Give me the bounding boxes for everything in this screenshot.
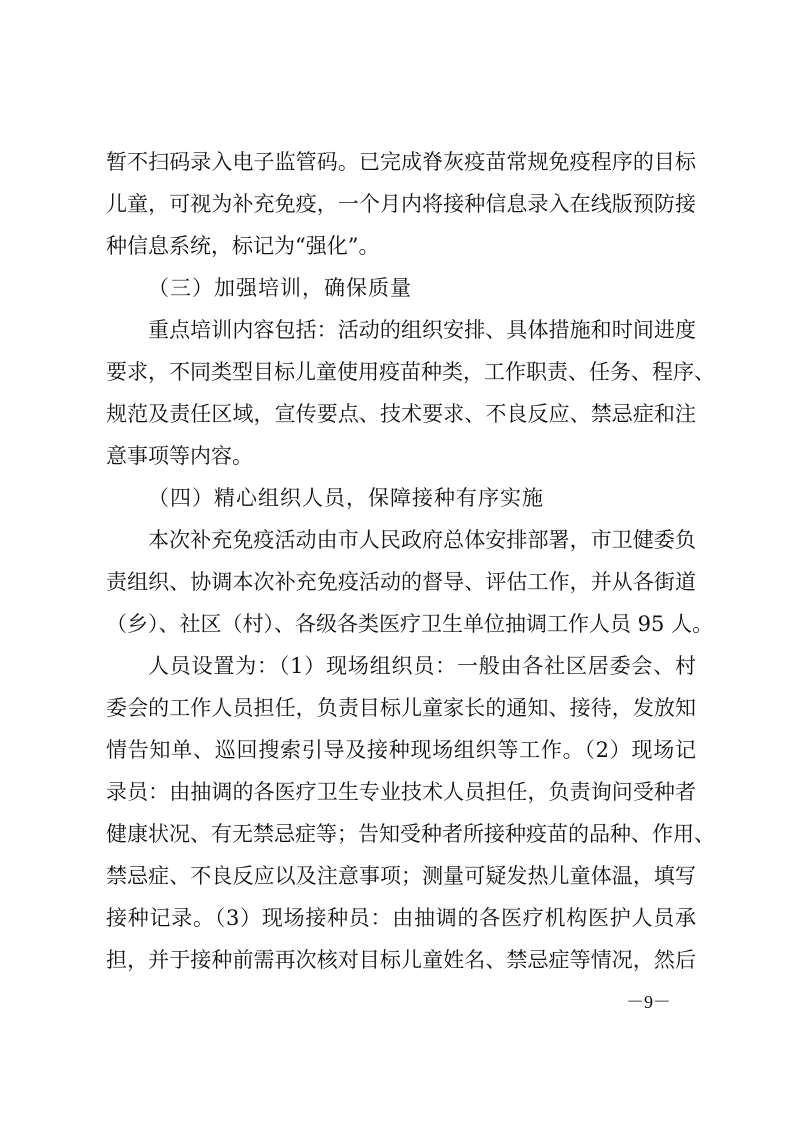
page-number: －9－ [626, 992, 671, 1012]
body-text-line: 接种记录。（3）现场接种员：由抽调的各医疗机构医护人员承 [106, 906, 696, 930]
section-heading: （四）精心组织人员，保障接种有序实施 [148, 486, 544, 510]
body-text-line: 禁忌症、不良反应以及注意事项；测量可疑发热儿童体温，填写 [106, 864, 696, 888]
body-text-line: 要求，不同类型目标儿童使用疫苗种类，工作职责、任务、程序、 [106, 360, 715, 384]
body-text-line: （乡）、社区（村）、各级各类医疗卫生单位抽调工作人员 95 人。 [106, 612, 714, 636]
body-text-line: 委会的工作人员担任，负责目标儿童家长的通知、接待，发放知 [106, 696, 696, 720]
section-heading: （三）加强培训，确保质量 [148, 276, 412, 300]
body-text-line: 儿童，可视为补充免疫，一个月内将接种信息录入在线版预防接 [106, 192, 696, 216]
body-text-line: 重点培训内容包括：活动的组织安排、具体措施和时间进度 [148, 318, 696, 342]
body-text-line: 人员设置为：（1）现场组织员：一般由各社区居委会、村 [148, 654, 696, 678]
body-text-line: 情告知单、巡回搜索引导及接种现场组织等工作。（2）现场记 [106, 738, 696, 762]
body-text-line: 录员：由抽调的各医疗卫生专业技术人员担任，负责询问受种者 [106, 780, 696, 804]
body-text-line: 种信息系统，标记为“强化”。 [106, 234, 380, 258]
body-text-line: 责组织、协调本次补充免疫活动的督导、评估工作，并从各街道 [106, 570, 696, 594]
body-text-line: 规范及责任区域，宣传要点、技术要求、不良反应、禁忌症和注 [106, 402, 696, 426]
body-text-line: 本次补充免疫活动由市人民政府总体安排部署，市卫健委负 [148, 528, 696, 552]
body-text-line: 担，并于接种前需再次核对目标儿童姓名、禁忌症等情况，然后 [106, 948, 696, 972]
body-text-line: 暂不扫码录入电子监管码。已完成脊灰疫苗常规免疫程序的目标 [106, 150, 696, 174]
body-text-line: 健康状况、有无禁忌症等；告知受种者所接种疫苗的品种、作用、 [106, 822, 715, 846]
body-text-line: 意事项等内容。 [106, 444, 253, 468]
